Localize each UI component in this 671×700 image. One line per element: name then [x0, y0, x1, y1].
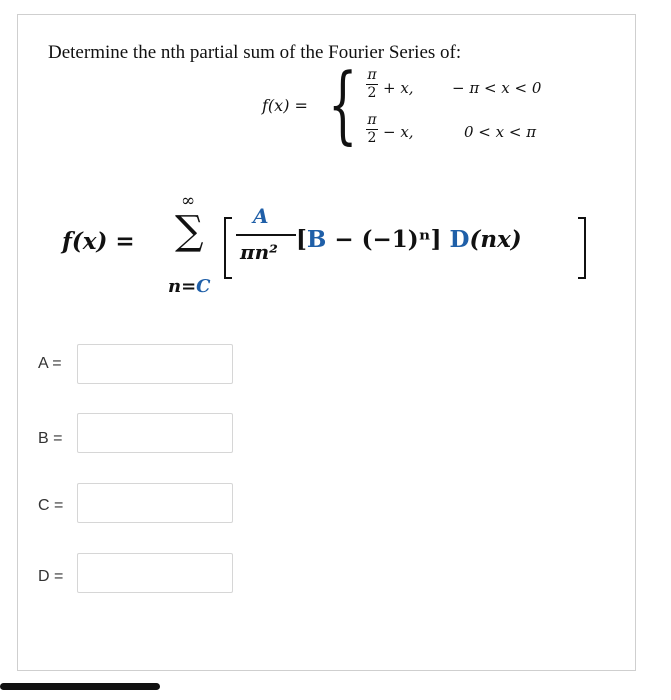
piece-2-numerator: π — [367, 112, 377, 128]
series-D-argument: (nx) — [469, 226, 522, 253]
piece-2-denominator: 2 — [367, 129, 377, 146]
piece-1-expression: + x, — [383, 79, 414, 97]
series-blank-A: A — [253, 204, 269, 228]
scrollbar[interactable] — [0, 683, 160, 690]
answer-input-A[interactable] — [77, 344, 233, 384]
piecewise-lhs: f(x) = — [262, 96, 308, 115]
piece-1-condition: − π < x < 0 — [452, 79, 542, 97]
piece-1-fraction — [366, 68, 378, 100]
series-lower-blank: C — [196, 276, 211, 297]
answer-label-A: A = — [38, 355, 62, 372]
piece-1-numerator: π — [367, 67, 377, 83]
series-upper-limit: ∞ — [181, 191, 196, 211]
series-lower-var: n= — [168, 276, 197, 297]
piece-2-fraction — [366, 113, 378, 145]
piece-2-condition: 0 < x < π — [464, 123, 537, 141]
answer-input-C[interactable] — [77, 483, 233, 523]
answer-label-D: D = — [38, 568, 64, 585]
answer-input-D[interactable] — [77, 553, 233, 593]
series-lhs: f(x) = — [62, 228, 135, 255]
series-denominator: πn² — [240, 240, 278, 264]
answer-input-B[interactable] — [77, 413, 233, 453]
answer-label-B: B = — [38, 430, 63, 447]
piecewise-brace: { — [328, 55, 358, 153]
sigma-symbol: ∑ — [175, 208, 204, 254]
series-blank-B: B — [306, 226, 327, 253]
piece-1-denominator: 2 — [367, 84, 377, 101]
series-blank-D: D — [449, 226, 470, 253]
series-inner-open: [ — [296, 226, 307, 253]
answer-label-C: C = — [38, 497, 64, 514]
question-prompt: Determine the nth partial sum of the Fourier Series of: — [48, 42, 462, 63]
piece-2-expression: − x, — [383, 123, 414, 141]
series-middle: − (−1)ⁿ] — [334, 226, 442, 253]
